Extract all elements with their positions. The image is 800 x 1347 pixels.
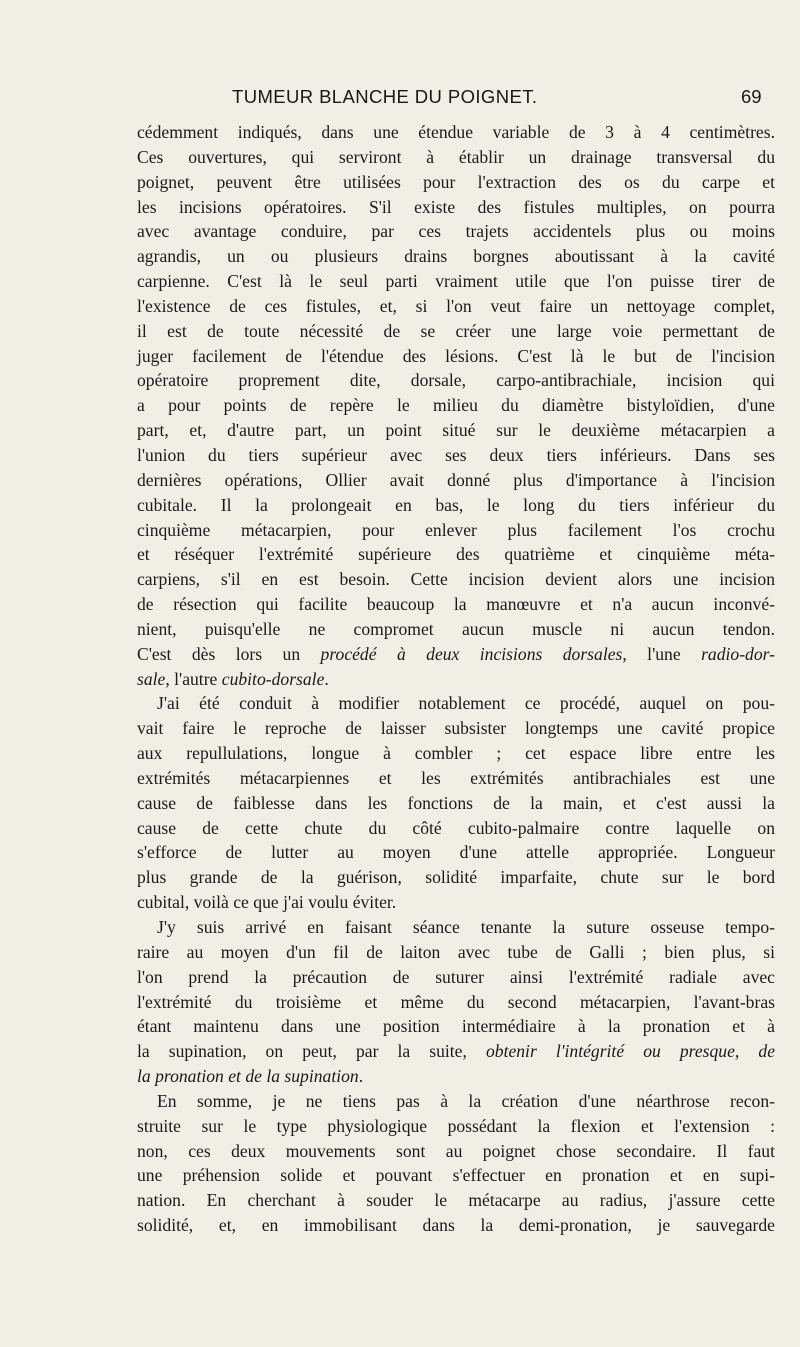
text-line (137, 965, 775, 990)
text-run: nient, puisqu'elle ne compromet aucun muscle ni aucun tendon. (137, 618, 775, 639)
text-line (137, 1064, 775, 1089)
text-line (137, 1114, 775, 1139)
text-line (137, 617, 775, 642)
text-line (137, 766, 775, 791)
text-line (137, 269, 775, 294)
text-run: il est de toute nécessité de se créer une large voie permettant de (137, 320, 775, 341)
text-run: juger facilement de l'étendue des lésions. C'est là le but de l'incision (137, 345, 775, 366)
text-line (137, 915, 775, 940)
italic-text: sale (137, 668, 166, 689)
text-run: , (734, 1041, 759, 1062)
text-run: aux repullulations, longue à combler ; cet espace libre entre les (137, 743, 775, 764)
text-line (137, 145, 775, 170)
text-line (137, 716, 775, 741)
text-run: raire au moyen d'un fil de laiton avec tube de Galli ; bien plus, si (137, 941, 775, 962)
text-line (137, 865, 775, 890)
text-run: de résection qui facilite beaucoup la manœuvre et n'a aucun inconvé- (137, 594, 775, 615)
text-line (137, 244, 775, 269)
text-run: l'union du tiers supérieur avec ses deux tiers inférieurs. Dans ses (137, 444, 775, 465)
text-line (137, 468, 775, 493)
text-line (137, 667, 775, 692)
text-line (137, 195, 775, 220)
text-run: carpienne. C'est là le seul parti vraiment utile que l'on puisse tirer de (137, 271, 775, 292)
text-run: non, ces deux mouvements sont au poignet chose secondaire. Il faut (137, 1140, 775, 1161)
text-line (137, 368, 775, 393)
text-run: dernières opérations, Ollier avait donné plus d'importance à l'incision (137, 469, 775, 490)
text-run: , l'autre (165, 668, 222, 689)
text-line (137, 294, 775, 319)
text-run: l'existence de ces fistules, et, si l'on veut faire un nettoyage complet, (137, 295, 775, 316)
text-line (137, 642, 775, 667)
text-run: , l'une (622, 643, 702, 664)
text-line (137, 816, 775, 841)
text-line (137, 791, 775, 816)
text-line (137, 840, 775, 865)
text-line (137, 393, 775, 418)
page-number: 69 (741, 86, 762, 107)
text-run: plus grande de la guérison, solidité imparfaite, chute sur le bord (137, 867, 775, 888)
text-run: les incisions opératoires. S'il existe des fistules multiples, on pourra (137, 196, 775, 217)
italic-text: cubito-dorsale (221, 668, 325, 689)
text-run: avec avantage conduire, par ces trajets accidentels plus ou moins (137, 221, 775, 242)
text-run: struite sur le type physiologique possédant la flexion et l'extension : (137, 1115, 775, 1136)
text-run: . (324, 668, 329, 689)
text-line (137, 1188, 775, 1213)
text-line (137, 890, 775, 915)
text-line (137, 1163, 775, 1188)
text-line (137, 592, 775, 617)
text-line (137, 120, 775, 145)
italic-text: la pronation et de la supination (137, 1066, 359, 1087)
text-run: carpiens, s'il en est besoin. Cette incision devient alors une incision (137, 569, 775, 590)
italic-text: radio-dor- (701, 643, 775, 664)
italic-text: obtenir l'intégrité ou presque (485, 1041, 735, 1062)
body-text (137, 120, 775, 1238)
text-run: solidité, et, en immobilisant dans la demi-pronation, je sauvegarde (137, 1215, 775, 1236)
text-line (137, 940, 775, 965)
text-run: En somme, je ne tiens pas à la création d'une néarthrose recon- (157, 1090, 775, 1111)
text-run: l'extrémité du troisième et même du second métacarpien, l'avant-bras (137, 991, 775, 1012)
text-run: C'est dès lors un (137, 643, 321, 664)
text-run: cédemment indiqués, dans une étendue variable de 3 à 4 centimètres. (137, 122, 775, 142)
text-run: cubitale. Il la prolongeait en bas, le long du tiers inférieur du (137, 494, 775, 515)
text-line (137, 567, 775, 592)
text-line (137, 1213, 775, 1238)
text-run: la supination, on peut, par la suite, (137, 1041, 486, 1062)
text-run: une préhension solide et pouvant s'effectuer en pronation et en supi- (137, 1165, 775, 1186)
italic-text: procédé à deux incisions dorsales (320, 643, 623, 664)
text-run: l'on prend la précaution de suturer ainsi l'extrémité radiale avec (137, 966, 775, 987)
text-line (137, 1014, 775, 1039)
text-line (137, 443, 775, 468)
text-line (137, 493, 775, 518)
running-title: TUMEUR BLANCHE DU POIGNET. (232, 86, 538, 107)
text-run: s'efforce de lutter au moyen d'une attelle appropriée. Longueur (137, 842, 775, 863)
text-line (137, 518, 775, 543)
text-line (137, 691, 775, 716)
text-line (137, 741, 775, 766)
text-run: nation. En cherchant à souder le métacarpe au radius, j'assure cette (137, 1190, 775, 1211)
text-line (137, 1139, 775, 1164)
text-run: cause de faiblesse dans les fonctions de la main, et c'est aussi la (137, 792, 775, 813)
italic-text: de (758, 1041, 775, 1062)
text-run: vait faire le reproche de laisser subsister longtemps une cavité propice (137, 718, 775, 739)
text-line (137, 219, 775, 244)
page-header (0, 86, 800, 114)
text-line (137, 319, 775, 344)
text-run: poignet, peuvent être utilisées pour l'extraction des os du carpe et (137, 171, 775, 192)
text-run: cubital, voilà ce que j'ai voulu éviter. (137, 892, 397, 913)
text-line (137, 542, 775, 567)
text-run: agrandis, un ou plusieurs drains borgnes aboutissant à la cavité (137, 246, 775, 267)
text-line (137, 1039, 775, 1064)
text-run: cinquième métacarpien, pour enlever plus facilement l'os crochu (137, 519, 775, 540)
text-line (137, 1089, 775, 1114)
text-run: J'ai été conduit à modifier notablement ce procédé, auquel on pou- (157, 693, 775, 714)
text-run: extrémités métacarpiennes et les extrémités antibrachiales est une (137, 767, 775, 788)
text-line (137, 418, 775, 443)
text-line (137, 990, 775, 1015)
text-line (137, 170, 775, 195)
text-run: cause de cette chute du côté cubito-palmaire contre laquelle on (137, 817, 775, 838)
text-line (137, 344, 775, 369)
text-run: opératoire proprement dite, dorsale, carpo-antibrachiale, incision qui (137, 370, 775, 391)
text-run: et réséquer l'extrémité supérieure des quatrième et cinquième méta- (137, 544, 775, 565)
text-run: part, et, d'autre part, un point situé sur le deuxième métacarpien a (137, 420, 775, 441)
text-run: étant maintenu dans une position intermédiaire à la pronation et à (137, 1016, 775, 1037)
text-run: . (358, 1066, 364, 1087)
text-run: Ces ouvertures, qui serviront à établir un drainage transversal du (137, 146, 775, 167)
text-run: J'y suis arrivé en faisant séance tenante la suture osseuse tempo- (157, 917, 775, 937)
text-run: a pour points de repère le milieu du diamètre bistyloïdien, d'une (137, 395, 775, 416)
